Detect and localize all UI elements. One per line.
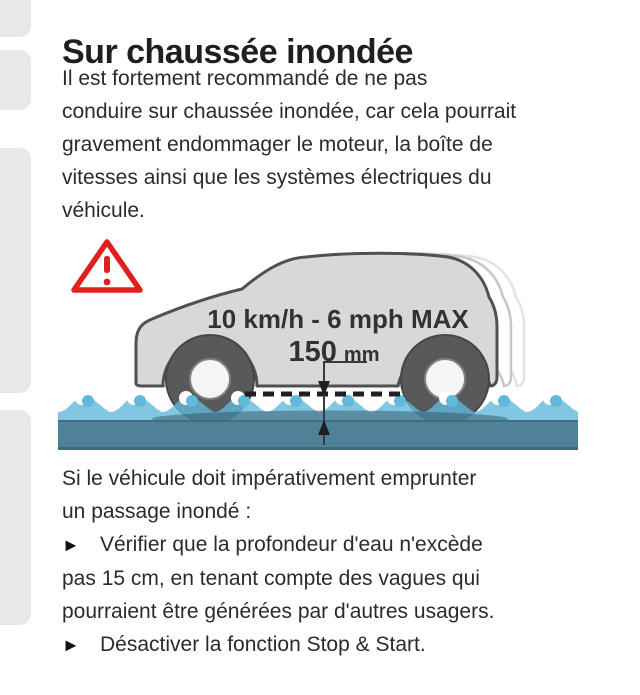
side-tab[interactable] (0, 148, 31, 393)
paragraph-line: Si le véhicule doit impérativement emprunter (62, 467, 477, 490)
warning-triangle-icon (74, 242, 140, 290)
step-text-line: pas 15 cm, en tenant compte des vagues qui (62, 567, 480, 590)
water-graphic (58, 391, 578, 450)
side-tab[interactable] (0, 410, 31, 625)
paragraph-line: un passage inondé : (62, 500, 252, 523)
bullet-arrow-icon: ► (62, 535, 80, 555)
flooded-road-figure (58, 231, 598, 456)
paragraph-line: vitesses ainsi que les systèmes électriques du (62, 166, 492, 189)
speed-limit-label: 10 km/h - 6 mph MAX (207, 304, 469, 334)
steps-paragraph (62, 462, 622, 662)
step-item (62, 528, 622, 562)
paragraph-line: gravement endommager le moteur, la boîte de (62, 133, 493, 156)
paragraph-line: Il est fortement recommandé de ne pas (62, 67, 428, 90)
page-title: Sur chaussée inondée (62, 32, 413, 71)
step-item (62, 628, 622, 662)
bullet-arrow-icon: ► (62, 635, 80, 655)
paragraph-line: véhicule. (62, 199, 145, 222)
step-text: Vérifier que la profondeur d'eau n'excède (100, 533, 483, 556)
step-text: Désactiver la fonction Stop & Start. (100, 633, 426, 656)
paragraph-line: conduire sur chaussée inondée, car cela pourrait (62, 100, 517, 123)
side-tab[interactable] (0, 50, 31, 110)
step-text-line: pourraient être générées par d'autres usagers. (62, 600, 495, 623)
side-tab[interactable] (0, 0, 31, 37)
depth-label: 150 mm (288, 336, 380, 368)
intro-paragraph (62, 62, 622, 227)
